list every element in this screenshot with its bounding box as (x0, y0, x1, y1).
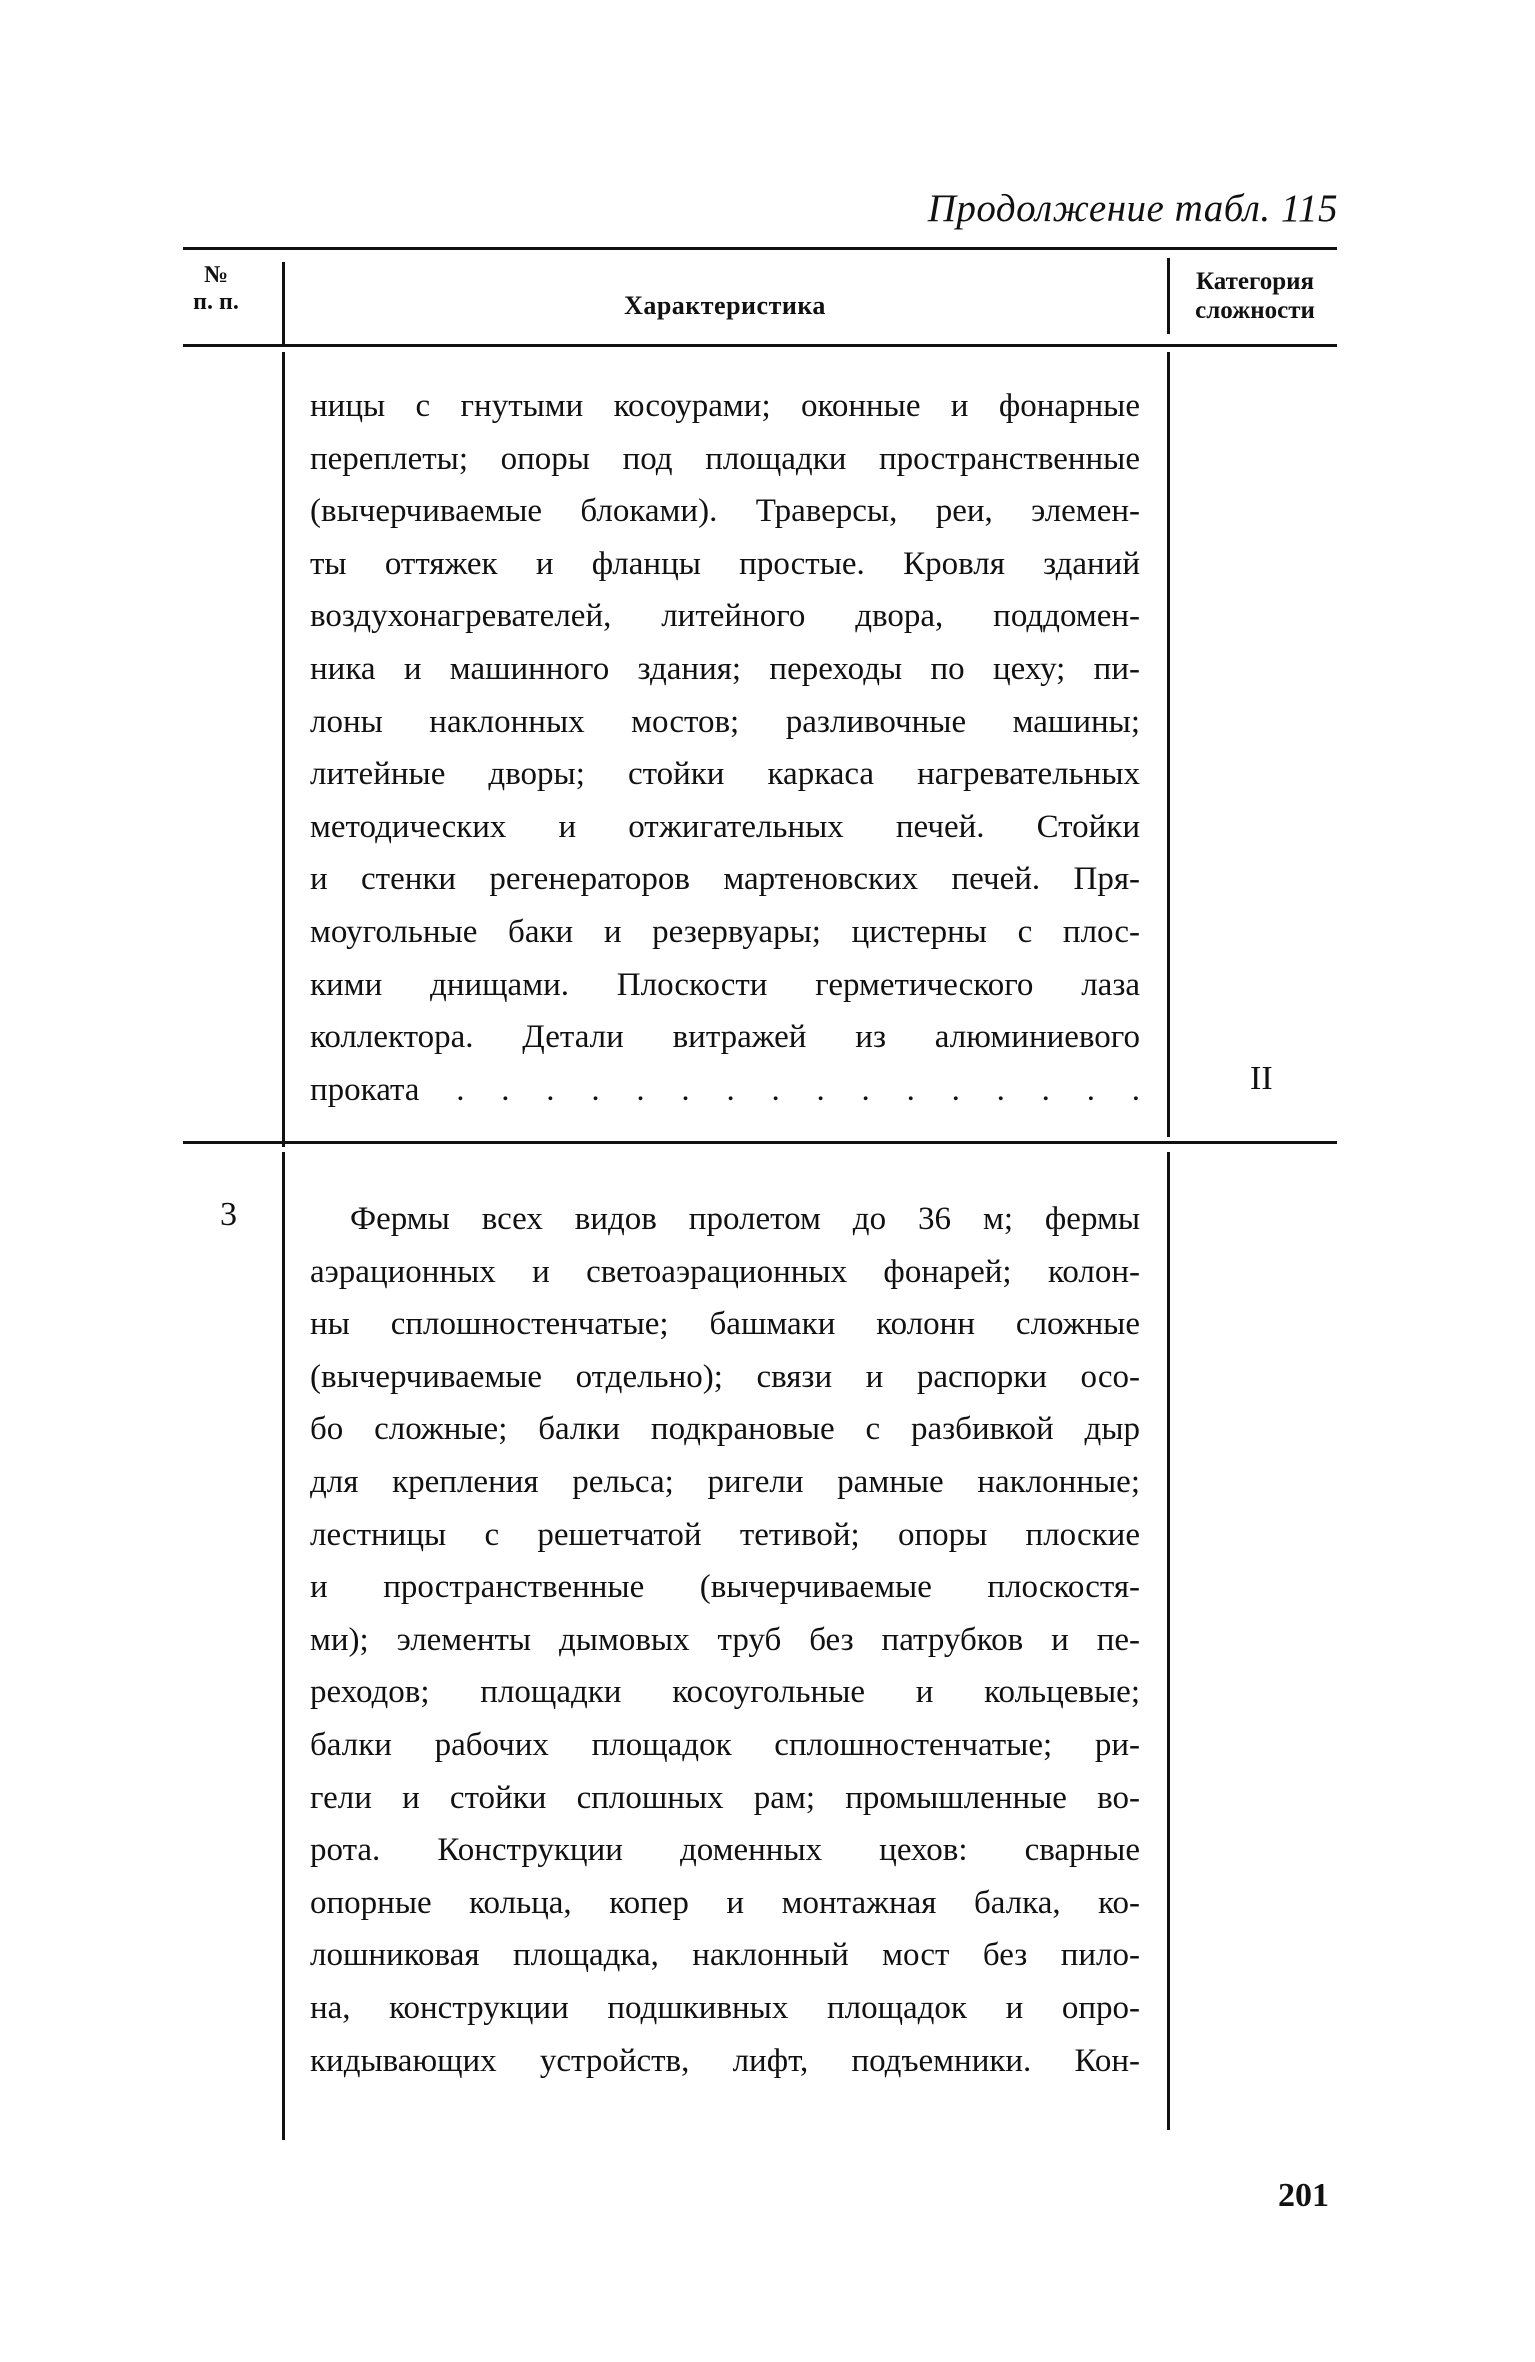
text-line: и пространственные (вычерчиваемые плоскостя- (310, 1569, 1140, 1606)
header-number-abbr: п. п. (193, 289, 239, 315)
row1-divider-right (1167, 352, 1170, 1137)
text-line: коллектора. Детали витражей из алюминиевого (310, 1019, 1140, 1056)
text-line: бо сложные; балки подкрановые с разбивкой дыр (310, 1411, 1140, 1448)
text-line: методических и отжигательных печей. Стойки (310, 808, 1140, 845)
text-line: Фермы всех видов пролетом до 36 м; фермы (350, 1201, 1140, 1237)
row1-category: II (1250, 1060, 1273, 1097)
header-category-line2: сложности (1195, 297, 1315, 324)
row1-divider-left (282, 352, 285, 1147)
row1-characteristic-text (310, 380, 1140, 1116)
row2-divider-right (1167, 1152, 1170, 2130)
page-number: 201 (1278, 2177, 1329, 2214)
text-line: и стенки регенераторов мартеновских печей. Пря- (310, 861, 1140, 898)
text-line: лоны наклонных мостов; разливочные машины; (310, 703, 1140, 740)
row2-number: 3 (220, 1196, 237, 1233)
text-line: лестницы с решетчатой тетивой; опоры плоские (310, 1516, 1140, 1553)
text-line: переплеты; опоры под площадки пространственные (310, 440, 1140, 477)
text-line: рота. Конструкции доменных цехов: сварные (310, 1832, 1140, 1869)
text-line: воздухонагревателей, литейного двора, поддомен- (310, 598, 1140, 635)
text-line: на, конструкции подшкивных площадок и опро- (310, 1989, 1140, 2026)
text-line: ника и машинного здания; переходы по цеху; пи- (310, 650, 1140, 687)
text-line: кими днищами. Плоскости герметического лаза (310, 966, 1140, 1003)
text-line: ницы с гнутыми косоурами; оконные и фонарные (310, 388, 1140, 424)
text-line: проката . . . . . . . . . . . . . . . . (310, 1071, 1140, 1108)
table-top-rule (183, 247, 1337, 250)
table-continuation-caption: Продолжение табл. 115 (927, 187, 1338, 230)
header-category (1170, 267, 1340, 325)
text-line: балки рабочих площадок сплошностенчатые; ри- (310, 1726, 1140, 1763)
row-separator-rule (183, 1141, 1337, 1144)
text-line: (вычерчиваемые отдельно); связи и распорки осо- (310, 1358, 1140, 1395)
table-header-rule (183, 344, 1337, 347)
row2-characteristic-text (310, 1193, 1140, 2087)
text-line: лошниковая площадка, наклонный мост без пило- (310, 1937, 1140, 1974)
text-line: для крепления рельса; ригели рамные наклонные; (310, 1463, 1140, 1500)
text-line: кидывающих устройств, лифт, подъемники. Кон- (310, 2042, 1140, 2079)
text-line: (вычерчиваемые блоками). Траверсы, реи, элемен- (310, 493, 1140, 530)
header-number (166, 262, 266, 316)
header-characteristic: Характеристика (624, 291, 826, 320)
header-category-line1: Категория (1195, 268, 1315, 295)
text-line: аэрационных и светоаэрационных фонарей; колон- (310, 1253, 1140, 1290)
text-line: ми); элементы дымовых труб без патрубков и пе- (310, 1621, 1140, 1658)
text-line: ны сплошностенчатые; башмаки колонн сложные (310, 1306, 1140, 1343)
text-line: литейные дворы; стойки каркаса нагревательных (310, 756, 1140, 793)
text-line: гели и стойки сплошных рам; промышленные во- (310, 1779, 1140, 1816)
text-line: реходов; площадки косоугольные и кольцевые; (310, 1674, 1140, 1711)
text-line: опорные кольца, копер и монтажная балка, ко- (310, 1884, 1140, 1921)
header-number-symbol: № (203, 262, 229, 288)
row2-divider-left (282, 1152, 285, 2140)
text-line: ты оттяжек и фланцы простые. Кровля зданий (310, 545, 1140, 582)
text-line: моугольные баки и резервуары; цистерны с плос- (310, 913, 1140, 950)
